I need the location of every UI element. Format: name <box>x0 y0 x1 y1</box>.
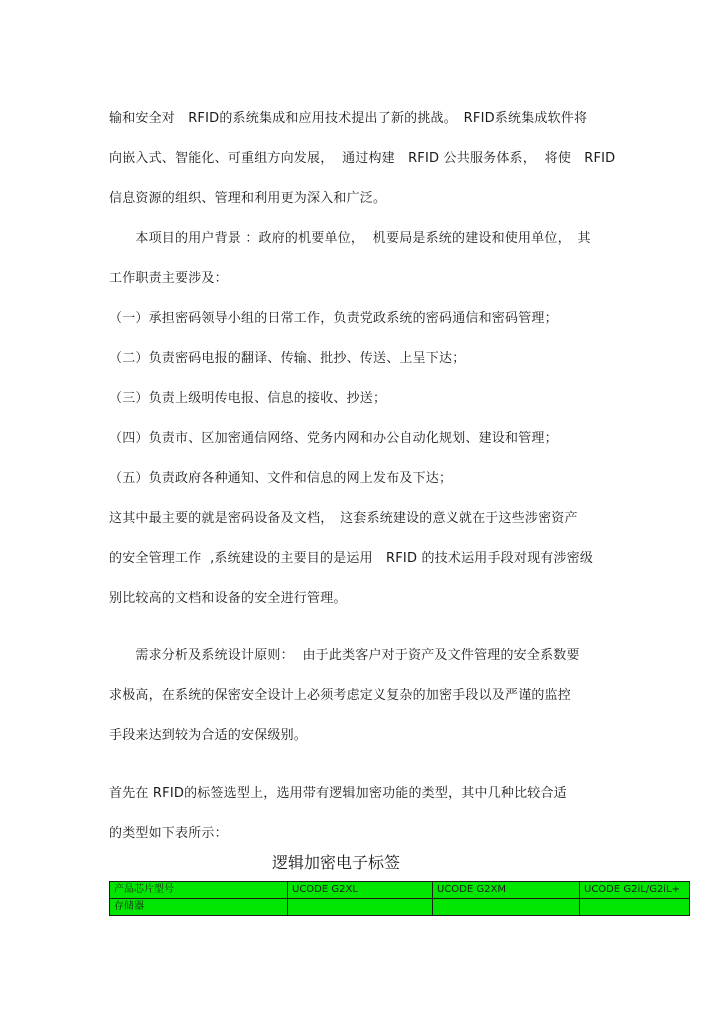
paragraph-line: 求极高，在系统的保密安全设计上必须考虑定义复杂的加密手段以及严谨的监控 <box>109 688 572 703</box>
table-row <box>110 899 690 916</box>
table-cell: 产品芯片型号 <box>110 882 288 899</box>
table-cell <box>580 899 690 916</box>
table-row <box>110 882 690 899</box>
paragraph-line: 的安全管理工作 ,系统建设的主要目的是运用 RFID 的技术运用手段对现有涉密级 <box>109 551 594 566</box>
paragraph-line: 首先在 RFID的标签选型上，选用带有逻辑加密功能的类型，其中几种比较合适 <box>109 786 567 801</box>
paragraph-line: 手段来达到较为合适的安保级别。 <box>109 728 308 743</box>
paragraph-line: 本项目的用户背景 ：政府的机要单位， 机要局是系统的建设和使用单位， 其 <box>109 231 591 246</box>
table-title: 逻辑加密电子标签 <box>272 853 401 872</box>
table-cell <box>433 899 580 916</box>
table-cell: UCODE G2XM <box>433 882 580 899</box>
paragraph-line: 这其中最主要的就是密码设备及文档， 这套系统建设的意义就在于这些涉密资产 <box>109 511 578 526</box>
paragraph-line: 输和安全对 RFID的系统集成和应用技术提出了新的挑战。 RFID系统集成软件将 <box>109 111 588 126</box>
paragraph-line: 别比较高的文档和设备的安全进行管理。 <box>109 591 347 606</box>
list-item: （三）负责上级明传电报、信息的接收、抄送； <box>109 391 387 406</box>
paragraph-line: 向嵌入式、智能化、可重组方向发展， 通过构建 RFID 公共服务体系， 将使 RFID <box>109 151 616 166</box>
paragraph-line: 工作职责主要涉及： <box>109 271 228 286</box>
list-item: （二）负责密码电报的翻译、传输、批抄、传送、上呈下达； <box>109 351 466 366</box>
list-item: （五）负责政府各种通知、文件和信息的网上发布及下达； <box>109 471 453 486</box>
table-cell <box>288 899 433 916</box>
table-cell: UCODE G2XL <box>288 882 433 899</box>
list-item: （一）承担密码领导小组的日常工作，负责党政系统的密码通信和密码管理； <box>109 311 558 326</box>
table-cell: 存储器 <box>110 899 288 916</box>
table-cell: UCODE G2iL/G2iL+ <box>580 882 690 899</box>
paragraph-line: 需求分析及系统设计原则： 由于此类客户对于资产及文件管理的安全系数要 <box>109 648 580 663</box>
list-item: （四）负责市、区加密通信网络、党务内网和办公自动化规划、建设和管理； <box>109 431 558 446</box>
paragraph-line: 的类型如下表所示： <box>109 826 228 841</box>
paragraph-line: 信息资源的组织、管理和利用更为深入和广泛。 <box>109 191 387 206</box>
tag-table <box>109 881 690 916</box>
